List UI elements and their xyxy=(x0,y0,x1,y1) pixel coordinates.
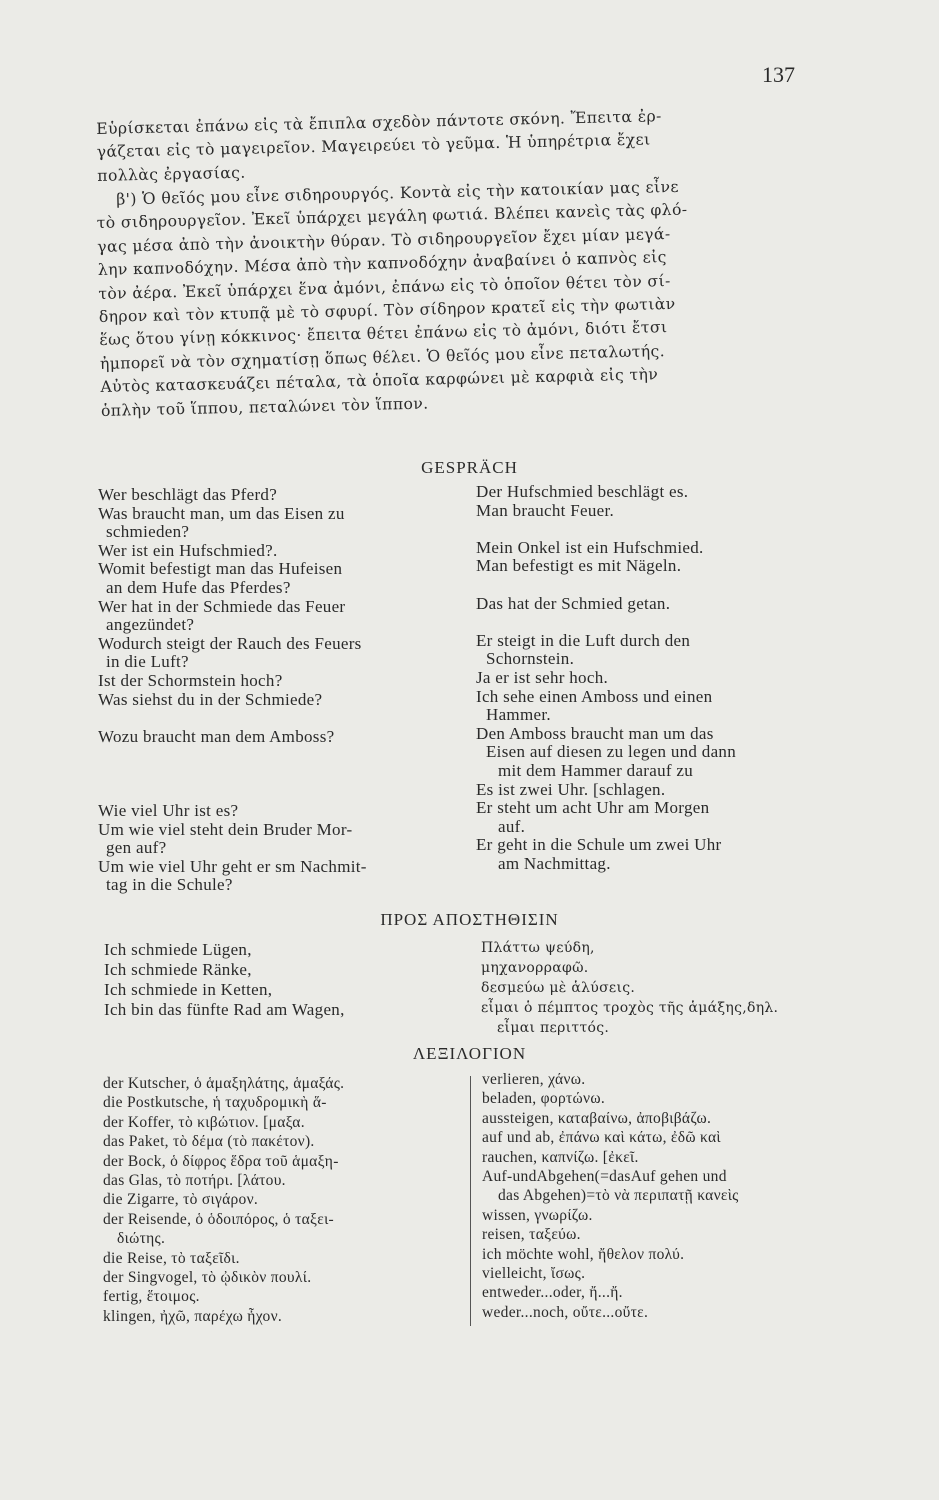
answer-line: mit dem Hammer darauf zu xyxy=(498,760,694,780)
vocab-entry: klingen, ἠχῶ, παρέχω ἦχον. xyxy=(103,1307,283,1325)
section-heading-lexilogion: ΛΕΞΙΛΟΓΙΟΝ xyxy=(412,1044,527,1063)
text-line: β') Ὁ θεῖός μου εἶνε σιδηρουργός. Κοντὰ εἰς τὴν κατοικίαν μας εἶνε xyxy=(116,177,680,209)
gesprach-answers xyxy=(476,483,826,873)
answer-line: Man braucht Feuer. xyxy=(476,500,615,520)
text-line: γάζεται εἰς τὸ μαγειρεῖον. Μαγειρεύει τὸ γεῦμα. Ἡ ὑπηρέτρια ἔχει xyxy=(96,130,651,162)
question-line: Wer ist ein Hufschmied?. xyxy=(98,540,278,560)
memorize-line: εἶμαι ὁ πέμπτος τροχὸς τῆς ἁμάξης,δηλ. xyxy=(481,1000,779,1016)
vocabulary-right xyxy=(482,1070,832,1322)
question-line: schmieden? xyxy=(106,522,190,542)
vocab-entry: das Abgehen)=τὸ νὰ περιπατῇ κανεὶς xyxy=(498,1187,739,1205)
question-line: Wodurch steigt der Rauch des Feuers xyxy=(98,633,362,653)
answer-line: Es ist zwei Uhr. [schlagen. xyxy=(476,779,666,799)
answer-line: auf. xyxy=(498,816,526,836)
vocab-entry: aussteigen, καταβαίνω, ἀποβιβάζω. xyxy=(482,1109,712,1127)
answer-line: Ja er ist sehr hoch. xyxy=(476,667,609,687)
text-line: δηρον καὶ τὸν κτυπᾷ μὲ τὸ σφυρί. Τὸν σίδηρον κρατεῖ εἰς τὴν φωτιὰν xyxy=(98,294,676,326)
memorize-line: εἶμαι περιττός. xyxy=(497,1020,610,1036)
question-line: Wie viel Uhr ist es? xyxy=(98,801,239,821)
vocab-entry: die Postkutsche, ἡ ταχυδρομικὴ ἅ- xyxy=(103,1094,327,1112)
vocabulary-left xyxy=(103,1074,465,1326)
vocab-entry: διώτης. xyxy=(117,1230,166,1248)
vocab-entry: fertig, ἕτοιμος. xyxy=(103,1288,200,1306)
vocab-entry: der Kutscher, ὁ ἁμαξηλάτης, ἁμαξάς. xyxy=(103,1075,345,1092)
memorize-german xyxy=(104,940,464,1020)
text-line: πολλὰς ἐργασίας. xyxy=(97,163,246,185)
vocab-entry: weder...noch, οὔτε...οὔτε. xyxy=(482,1303,649,1321)
section-heading-gesprach: GESPRÄCH xyxy=(421,458,518,477)
answer-line: Der Hufschmied beschlägt es. xyxy=(476,482,689,501)
vocab-entry: das Glas, τὸ ποτήρι. [λάτου. xyxy=(103,1172,286,1190)
answer-line: Er geht in die Schule um zwei Uhr xyxy=(476,835,722,855)
answer-line: Er steht um acht Uhr am Morgen xyxy=(476,798,710,818)
question-line: Wer beschlägt das Pferd? xyxy=(98,485,278,504)
memorize-line: μηχανορραφῶ. xyxy=(481,960,589,976)
answer-line: Er steigt in die Luft durch den xyxy=(476,630,691,650)
blank-line xyxy=(476,520,826,539)
question-line: tag in die Schule? xyxy=(106,875,233,895)
vocab-entry: der Bock, ὁ δίφρος ἕδρα τοῦ ἁμαξη- xyxy=(103,1152,339,1170)
question-line: an dem Hufe das Pferdes? xyxy=(106,577,291,597)
text-line: τὸν ἀέρα. Ἐκεῖ ὑπάρχει ἕνα ἀμόνι, ἐπάνω εἰς τὸ ὁποῖον θέτει τὸν σί- xyxy=(98,271,671,303)
vocab-entry: rauchen, καπνίζω. [ἐκεῖ. xyxy=(482,1148,639,1166)
text-line: ἕως ὅτου γίνῃ κόκκινος· ἔπειτα θέτει ἐπάνω εἰς τὸ ἀμόνι, διότι ἔτσι xyxy=(99,318,668,350)
text-line: τὸ σιδηρουργεῖον. Ἐκεῖ ὑπάρχει μεγάλη φωτιά. Βλέπει κανεὶς τὰς φλό- xyxy=(96,200,688,233)
memorize-line: Ich schmiede Ränke, xyxy=(104,960,252,979)
question-line: Was siehst du in der Schmiede? xyxy=(98,689,323,709)
answer-line: Eisen auf diesen zu legen und dann xyxy=(486,742,737,762)
vocab-entry: der Koffer, τὸ κιβώτιον. [μαξα. xyxy=(103,1113,305,1131)
answer-line: Den Amboss braucht man um das xyxy=(476,723,714,743)
answer-line: Das hat der Schmied getan. xyxy=(476,593,671,613)
question-line: Ist der Schormstein hoch? xyxy=(98,670,283,690)
text-line: λην καπνοδόχην. Μέσα ἀπὸ τὴν καπνοδόχην ἀναβαίνει ὁ καπνὸς εἰς xyxy=(97,248,668,280)
question-line: Wozu braucht man dem Amboss? xyxy=(98,726,335,746)
answer-line: Hammer. xyxy=(486,705,551,725)
text-line: ὁπλὴν τοῦ ἵππου, πεταλώνει τὸν ἵππον. xyxy=(100,394,429,420)
section-heading-pros-apostithisin: ΠΡΟΣ ΑΠΟΣΤΗΘΙΣΙΝ xyxy=(380,910,559,929)
vocab-entry: wissen, γνωρίζω. xyxy=(482,1206,593,1224)
question-line: Um wie viel Uhr geht er sm Nachmit- xyxy=(98,856,367,876)
answer-line: Mein Onkel ist ein Hufschmied. xyxy=(476,537,704,557)
vocab-entry: der Reisende, ὁ ὁδοιπόρος, ὁ ταξει- xyxy=(103,1210,335,1228)
answer-line: am Nachmittag. xyxy=(498,853,611,873)
vocab-entry: die Reise, τὸ ταξεῖδι. xyxy=(103,1249,240,1267)
text-line: γας μέσα ἀπὸ τὴν ἀνοικτὴν θύραν. Τὸ σιδηρουργεῖον ἔχει μίαν μεγά- xyxy=(97,224,671,256)
memorize-greek xyxy=(481,938,831,1038)
memorize-line: Ich schmiede in Ketten, xyxy=(104,980,273,999)
vocab-entry: verlieren, χάνω. xyxy=(482,1071,586,1088)
blank-line xyxy=(98,709,458,728)
blank-line xyxy=(98,746,458,765)
vocab-entry: Auf-undAbgehen(=dasAuf gehen und xyxy=(482,1168,727,1186)
vocab-entry: ich möchte wohl, ἤθελον πολύ. xyxy=(482,1245,685,1263)
question-line: Um wie viel steht dein Bruder Mor- xyxy=(98,819,353,839)
vocab-entry: das Paket, τὸ δέμα (τὸ πακέτον). xyxy=(103,1133,315,1151)
memorize-line: Ich bin das fünfte Rad am Wagen, xyxy=(104,1000,345,1019)
gesprach-questions xyxy=(98,486,458,895)
greek-paragraph-2 xyxy=(96,172,831,423)
memorize-line: Ich schmiede Lügen, xyxy=(104,940,252,959)
blank-line xyxy=(476,576,826,595)
text-line: Αὐτὸς κατασκευάζει πέταλα, τὰ ὁποῖα καρφώνει μὲ καρφιὰ εἰς τὴν xyxy=(100,365,659,397)
column-divider xyxy=(470,1076,471,1326)
vocab-entry: vielleicht, ἴσως. xyxy=(482,1265,586,1283)
blank-line xyxy=(98,784,458,803)
question-line: Was braucht man, um das Eisen zu xyxy=(98,503,345,523)
vocab-entry: beladen, φορτώνω. xyxy=(482,1090,605,1108)
question-line: gen auf? xyxy=(106,838,167,858)
answer-line: Ich sehe einen Amboss und einen xyxy=(476,686,713,706)
vocab-entry: reisen, ταξεύω. xyxy=(482,1226,581,1244)
text-line: ἠμπορεῖ νὰ τὸν σχηματίσῃ ὅπως θέλει. Ὁ θεῖός μου εἶνε πεταλωτής. xyxy=(99,341,666,373)
vocab-entry: der Singvogel, τὸ ᾠδικὸν πουλί. xyxy=(103,1269,312,1287)
blank-line xyxy=(98,765,458,784)
memorize-line: δεσμεύω μὲ ἁλύσεις. xyxy=(481,980,636,996)
blank-line xyxy=(476,613,826,632)
vocab-entry: entweder...oder, ἤ...ἤ. xyxy=(482,1284,623,1302)
text-line: Εὑρίσκεται ἐπάνω εἰς τὰ ἔπιπλα σχεδὸν πάντοτε σκόνη. Ἔπειτα ἐρ- xyxy=(96,107,662,138)
question-line: Wer hat in der Schmiede das Feuer xyxy=(98,596,346,616)
memorize-line: Πλάττω ψεύδη, xyxy=(481,940,595,956)
answer-line: Man befestigt es mit Nägeln. xyxy=(476,556,682,576)
question-line: angezündet? xyxy=(106,615,195,635)
vocab-entry: die Zigarre, τὸ σιγάρον. xyxy=(103,1191,259,1209)
answer-line: Schornstein. xyxy=(486,649,575,669)
page-number: 137 xyxy=(762,62,795,87)
question-line: Womit befestigt man das Hufeisen xyxy=(98,559,343,579)
vocab-entry: auf und ab, ἐπάνω καὶ κάτω, ἐδῶ καὶ xyxy=(482,1129,721,1147)
question-line: in die Luft? xyxy=(106,652,189,672)
